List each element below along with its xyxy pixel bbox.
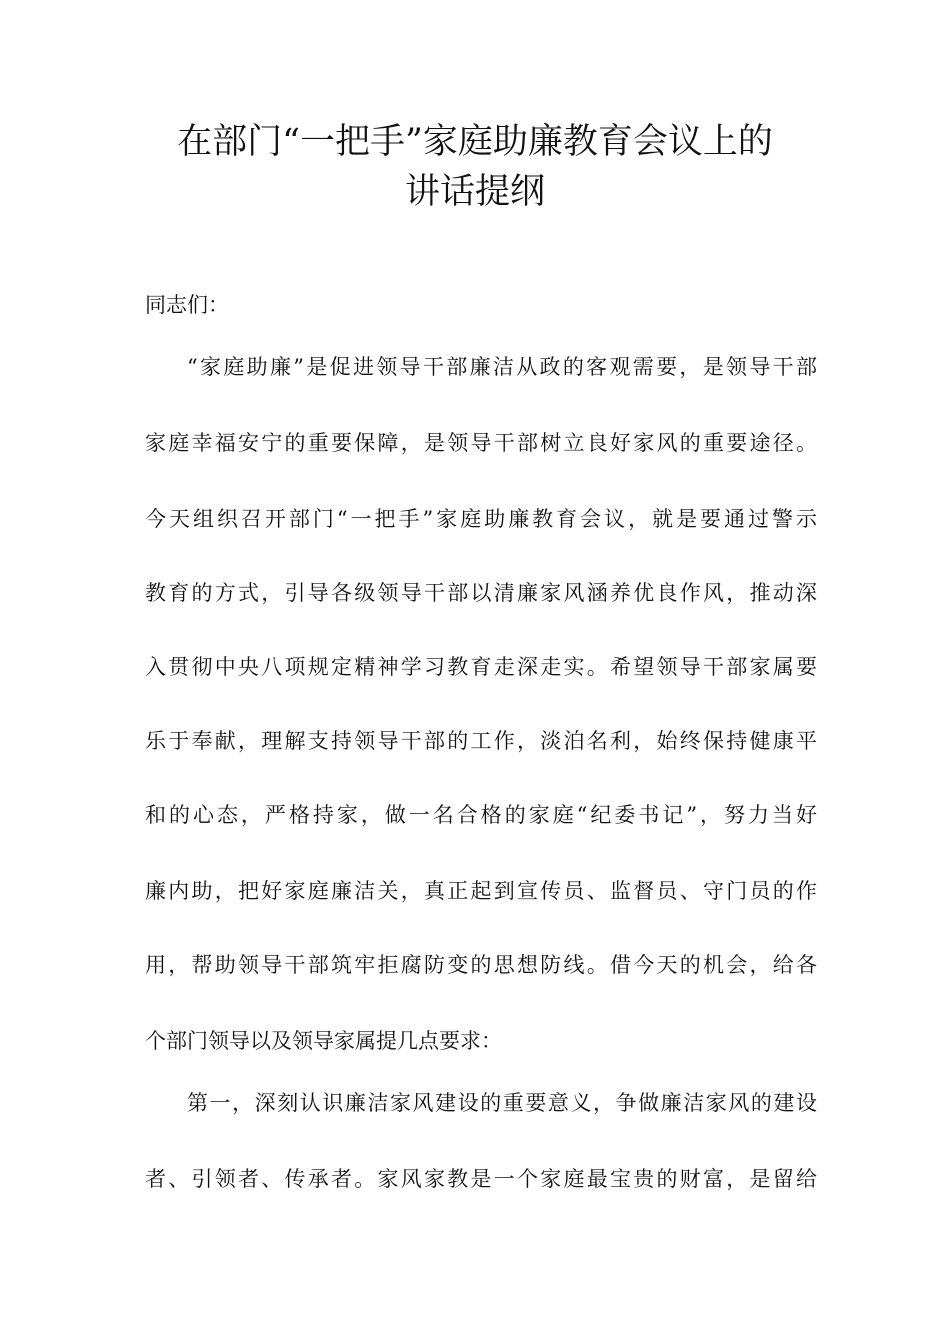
body-line: 家庭幸福安宁的重要保障，是领导干部树立良好家风的重要途径。	[145, 431, 817, 455]
body-line: 乐于奉献，理解支持领导干部的工作，淡泊名利，始终保持健康平	[145, 729, 817, 753]
body-line: 教育的方式，引导各级领导干部以清廉家风涵养优良作风，推动深	[145, 581, 817, 605]
body-line: “家庭助廉”是促进领导干部廉洁从政的客观需要，是领导干部	[187, 355, 817, 379]
body-line: 者、引领者、传承者。家风家教是一个家庭最宝贵的财富，是留给	[145, 1167, 817, 1191]
body-line: 和的心态，严格持家，做一名合格的家庭“纪委书记”，努力当好	[145, 803, 817, 827]
document-title-line-2: 讲话提纲	[404, 172, 545, 212]
body-line: 今天组织召开部门“一把手”家庭助廉教育会议，就是要通过警示	[145, 507, 817, 531]
body-line: 廉内助，把好家庭廉洁关，真正起到宣传员、监督员、守门员的作	[145, 879, 817, 903]
body-line: 用，帮助领导干部筑牢拒腐防变的思想防线。借今天的机会，给各	[145, 953, 817, 977]
body-line: 第一，深刻认识廉洁家风建设的重要意义，争做廉洁家风的建设	[187, 1091, 817, 1115]
body-line: 个部门领导以及领导家属提几点要求：	[145, 1029, 502, 1053]
body-line: 入贯彻中央八项规定精神学习教育走深走实。希望领导干部家属要	[145, 655, 817, 679]
salutation: 同志们：	[145, 293, 229, 317]
document-title-line-1: 在部门“一把手”家庭助廉教育会议上的	[177, 122, 773, 162]
